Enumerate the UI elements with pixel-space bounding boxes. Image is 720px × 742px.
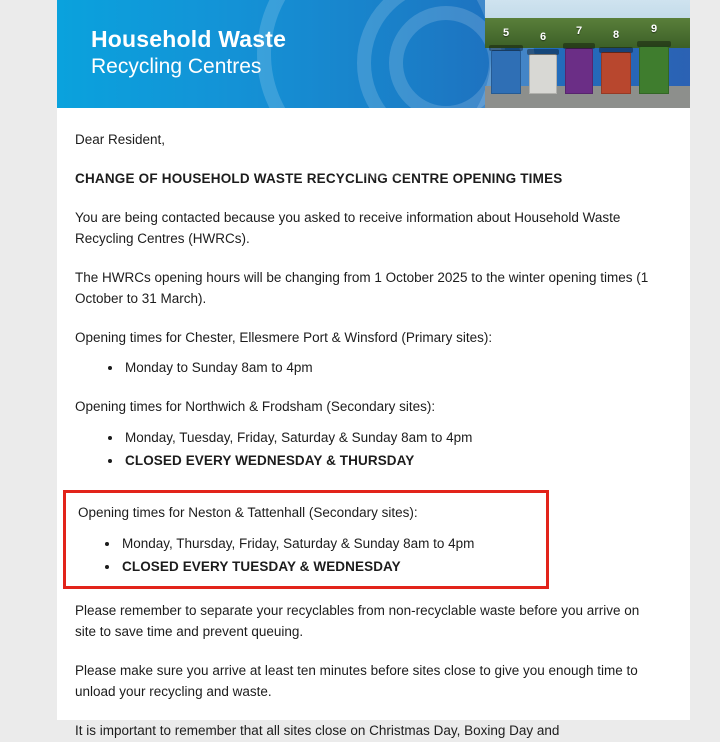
letter-heading: CHANGE OF HOUSEHOLD WASTE RECYCLING CENTRE OPENING TIMES — [75, 170, 563, 186]
bin-lid — [599, 47, 633, 53]
list-item-closed: • CLOSED EVERY WEDNESDAY & THURSDAY — [123, 451, 654, 472]
highlighted-callout-box — [63, 490, 549, 589]
primary-sites-times-list — [75, 358, 654, 379]
highlight-sites-label: Opening times for Neston & Tattenhall (Secondary sites): — [78, 505, 418, 521]
salutation: Dear Resident, — [75, 132, 166, 147]
secondary-sites-label: Opening times for Northwich & Frodsham (Secondary sites): — [75, 399, 436, 415]
bin-lid — [563, 43, 595, 49]
letter-body — [57, 108, 690, 742]
list-item: • Monday, Tuesday, Friday, Saturday & Sunday 8am to 4pm — [123, 428, 654, 449]
bin-lid — [637, 41, 671, 47]
list-item: • Monday to Sunday 8am to 4pm — [123, 358, 654, 379]
bin-number-label: 7 — [575, 25, 583, 37]
highlight-sites-times-list — [78, 534, 538, 578]
bin-lid — [489, 45, 523, 51]
bin-number-label: 5 — [502, 27, 510, 39]
recycling-bin-9 — [639, 23, 669, 94]
list-item-closed: • CLOSED EVERY TUESDAY & WEDNESDAY — [120, 557, 538, 578]
recycling-bin-5 — [491, 27, 521, 94]
banner-title-line1: Household Waste — [91, 26, 287, 52]
paragraph-christmas-closures: It is important to remember that all sites close on Christmas Day, Boxing Day and — [75, 722, 560, 738]
secondary-sites-times-list — [75, 428, 654, 472]
document-page — [57, 0, 690, 738]
bin-number-label: 9 — [650, 23, 658, 35]
bin-number-label: 8 — [612, 29, 620, 41]
recycling-bin-6 — [529, 31, 557, 94]
recycling-bin-7 — [565, 25, 593, 94]
primary-sites-label: Opening times for Chester, Ellesmere Port & Winsford (Primary sites): — [75, 329, 493, 345]
header-banner — [57, 0, 690, 108]
paragraph-separate-recyclables: Please remember to separate your recyclables from non-recyclable waste before you arrive on site to save time and prevent queuing. — [75, 602, 640, 639]
list-item: • Monday, Thursday, Friday, Saturday & Sunday 8am to 4pm — [120, 534, 538, 555]
recycling-bin-8 — [601, 29, 631, 94]
banner-title-line2: Recycling Centres — [91, 55, 262, 79]
banner-photo — [485, 0, 690, 108]
bin-number-label: 6 — [539, 31, 547, 43]
paragraph-arrive-early: Please make sure you arrive at least ten minutes before sites close to give you enough time to unload your recycling and waste. — [75, 662, 638, 699]
bin-lid — [527, 49, 559, 55]
paragraph-contact-reason: You are being contacted because you asked to receive information about Household Waste Recycling Centres (HWRCs). — [75, 209, 621, 246]
paragraph-hours-change: The HWRCs opening hours will be changing from 1 October 2025 to the winter opening times (1 October to 31 March). — [75, 269, 649, 306]
banner-title — [91, 26, 286, 80]
